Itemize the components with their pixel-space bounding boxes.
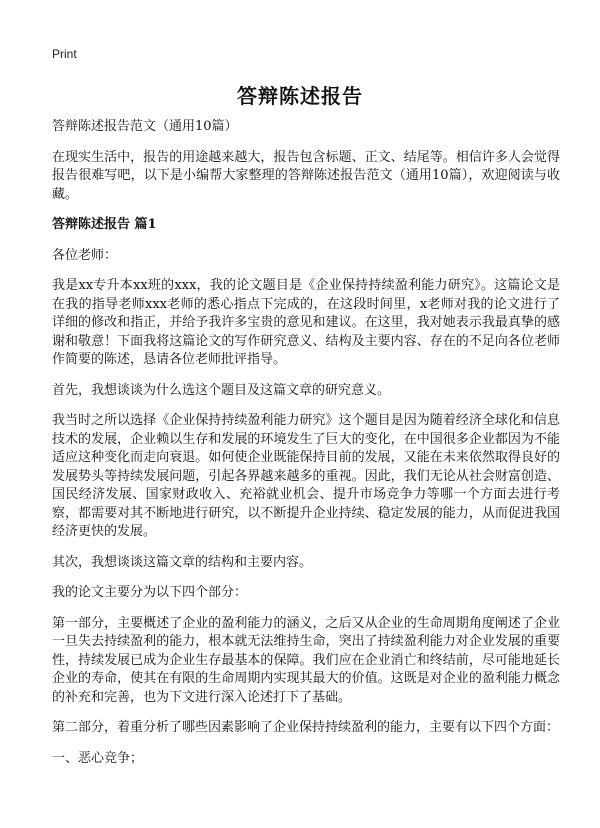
body-paragraph: 我是xx专升本xx班的xxx，我的论文题目是《企业保持持续盈利能力研究》。这篇论文是在我的指导老师xxx老师的悉心指点下完成的，在这段时间里，x老师对我的论文进行了详细的修改和指正，并给予我许多宝贵的意见和建议。在这里，我对她表示我最真挚的感谢和敬意！下面我将这篇论文的写作研究意义、结构及主要内容、存在的不足向各位老师作简要的陈述，恳请各位老师批评指导。 bbox=[52, 278, 560, 367]
subtitle-paragraph: 答辩陈述报告范文（通用10篇） bbox=[52, 119, 238, 134]
body-paragraph: 第一部分，主要概述了企业的盈利能力的涵义，之后又从企业的生命周期角度阐述了企业一旦失去持续盈利的能力，根本就无法维持生命，突出了持续盈利能力对企业发展的重要性，持续发展已成为企业生存最基本的保障。我们应在企业消亡和终结前，尽可能地延长企业的寿命，使其在有限的生命周期内实现其最大的价值。这既是对企业的盈利能力概念的补充和完善，也为下文进行深入论述打下了基础。 bbox=[52, 615, 560, 705]
body-paragraph: 我的论文主要分为以下四个部分： bbox=[52, 585, 248, 600]
print-link[interactable]: Print bbox=[52, 47, 77, 61]
intro-paragraph: 在现实生活中，报告的用途越来越大，报告包含标题、正文、结尾等。相信许多人会觉得报告很难写吧，以下是小编帮大家整理的答辩陈述报告范文（通用10篇），欢迎阅读与收藏。 bbox=[52, 149, 560, 202]
salutation-paragraph: 各位老师： bbox=[52, 247, 118, 263]
document-body bbox=[52, 118, 560, 780]
body-paragraph: 第二部分，着重分析了哪些因素影响了企业保持持续盈利的能力，主要有以下四个方面： bbox=[52, 720, 560, 735]
document-title: 答辩陈述报告 bbox=[237, 84, 363, 108]
section-heading: 答辩陈述报告 篇1 bbox=[52, 217, 157, 232]
body-paragraph: 首先，我想谈谈为什么选这个题目及这篇文章的研究意义。 bbox=[52, 382, 391, 398]
body-paragraph: 一、恶心竞争； bbox=[52, 750, 144, 766]
body-paragraph: 我当时之所以选择《企业保持持续盈利能力研究》这个题目是因为随着经济全球化和信息技术的发展，企业赖以生存和发展的环境发生了巨大的变化，在中国很多企业都因为不能适应这种变化而走向衰退。如何使企业既能保持目前的发展，又能在未来依然取得良好的发展势头等持续发展问题，引起各界越来越多的重视。因此，我们无论从社会财富创造、国民经济发展、国家财政收入、充裕就业机会、提升市场竞争力等哪一个方面去进行考察，都需要对其不断地进行研究，以不断提升企业持续、稳定发展的能力，从而促进我国经济更快的发展。 bbox=[52, 413, 560, 539]
body-paragraph: 其次，我想谈谈这篇文章的结构和主要内容。 bbox=[52, 554, 313, 570]
